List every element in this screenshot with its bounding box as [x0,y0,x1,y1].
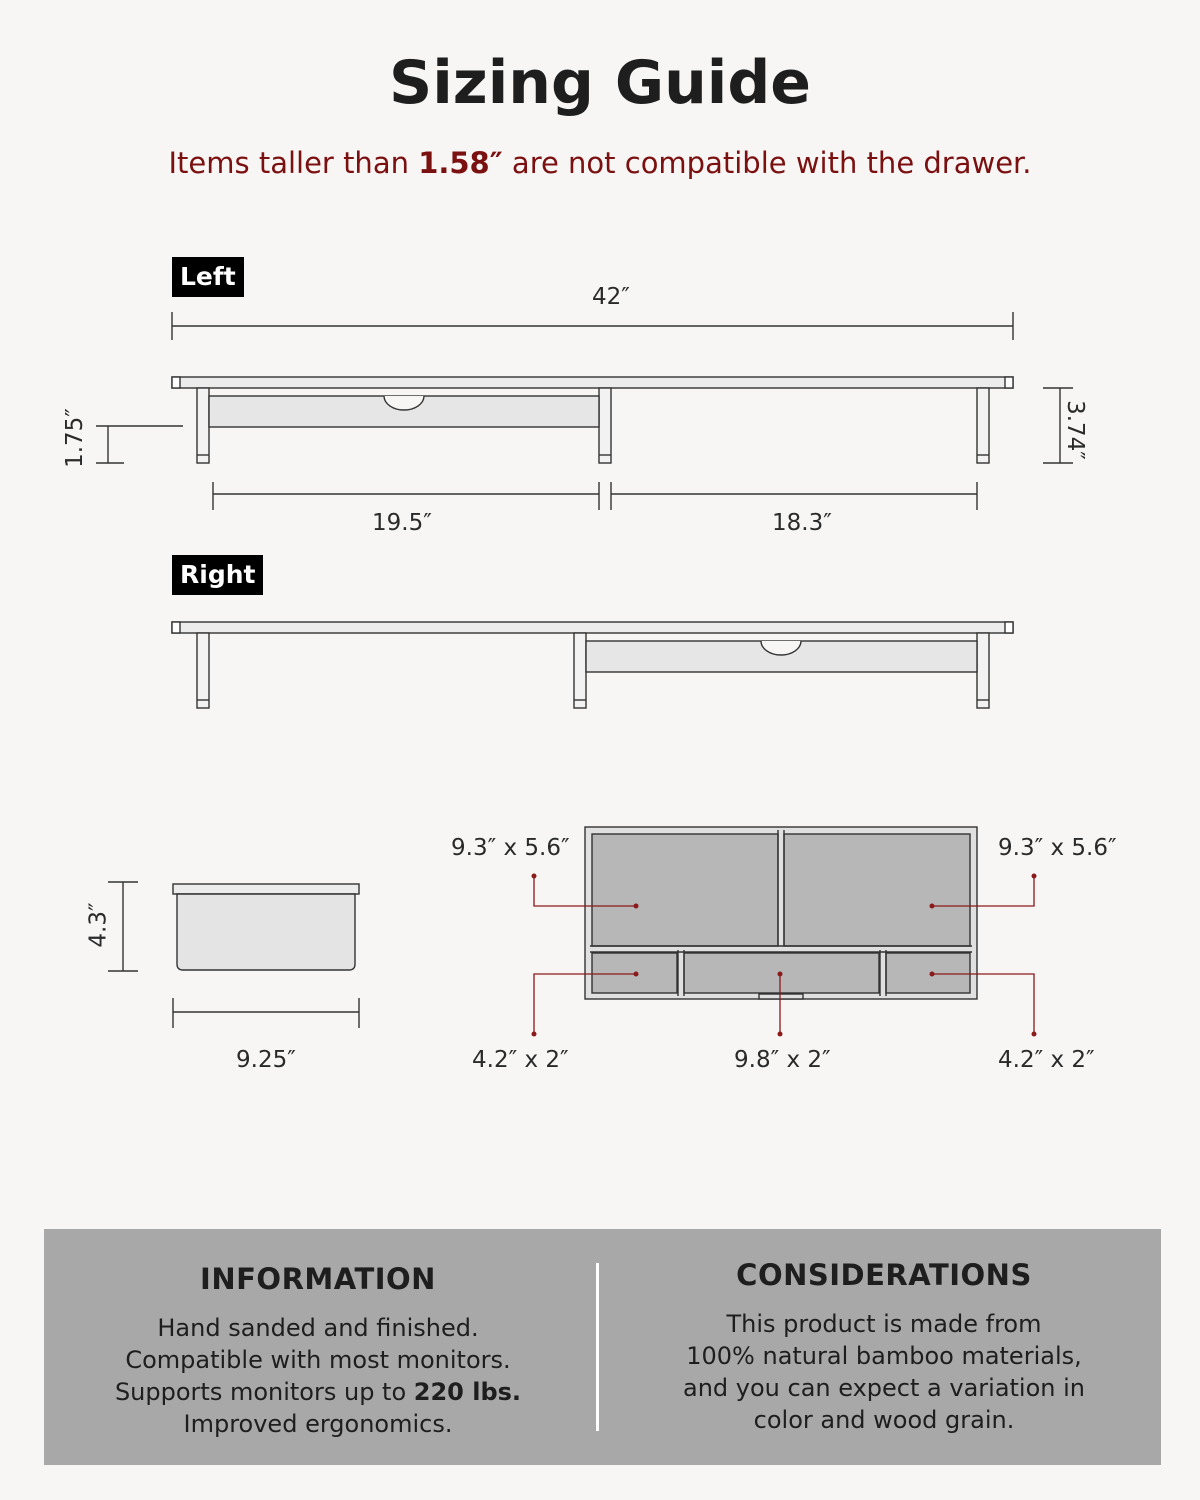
drawer-width-label: 9.25″ [236,1047,296,1073]
right-stand-leg [197,633,209,708]
right-stand-label: Right [172,555,263,595]
considerations-line: This product is made from [726,1310,1042,1338]
right-stand-drawing [172,622,1013,708]
left-stand-label: Left [172,257,244,297]
panel-divider [596,1263,599,1431]
weight-capacity: 220 lbs. [413,1378,522,1406]
information-line [44,1376,592,1408]
compartment-top-right [784,834,970,946]
right-span-label: 18.3″ [772,510,832,536]
considerations-column [610,1229,1158,1436]
information-column [44,1229,592,1440]
considerations-heading: CONSIDERATIONS [736,1258,1032,1292]
compartment-bottom-left-size: 4.2″ x 2″ [472,1047,569,1073]
information-line: Compatible with most monitors. [125,1346,511,1374]
drawer-height-label: 4.3″ [85,902,112,948]
drawer-side-body [177,894,355,970]
weight-text: Supports monitors up to [114,1378,414,1406]
left-span-label: 19.5″ [372,510,432,536]
total-width-label: 42″ [592,284,630,310]
information-heading: INFORMATION [200,1262,436,1296]
compartment-top-left-size: 9.3″ x 5.6″ [451,835,570,861]
compartment-bottom-center-size: 9.8″ x 2″ [734,1047,831,1073]
right-stand-leg [977,633,989,708]
considerations-line: and you can expect a variation in [683,1374,1085,1402]
drawer-side-lip [173,884,359,894]
left-stand-leg [977,388,989,463]
note-max-height: 1.58″ [418,146,503,180]
left-stand-top-board [172,377,1013,388]
compartment-top-right-size: 9.3″ x 5.6″ [998,835,1117,861]
left-stand-leg [599,388,611,463]
note-text-before: Items taller than [168,146,419,180]
right-stand-leg [574,633,586,708]
note-text-after: are not compatible with the drawer. [502,146,1032,180]
considerations-line: 100% natural bamboo materials, [686,1342,1082,1370]
right-stand-top-board [172,622,1013,633]
compartment-bottom-right-size: 4.2″ x 2″ [998,1047,1095,1073]
drawer-side-drawing [108,882,359,1028]
total-height-label: 3.74″ [1061,400,1088,460]
leg-height-label: 1.75″ [61,408,88,468]
information-line: Hand sanded and finished. [157,1314,479,1342]
information-line: Improved ergonomics. [183,1410,453,1438]
left-stand-drawing [96,312,1073,510]
compartment-top-left [592,834,778,946]
left-stand-leg [197,388,209,463]
considerations-line: color and wood grain. [753,1406,1015,1434]
page-title: Sizing Guide [389,48,811,118]
info-panel [44,1229,1161,1465]
compartment-bottom-right [886,953,970,993]
